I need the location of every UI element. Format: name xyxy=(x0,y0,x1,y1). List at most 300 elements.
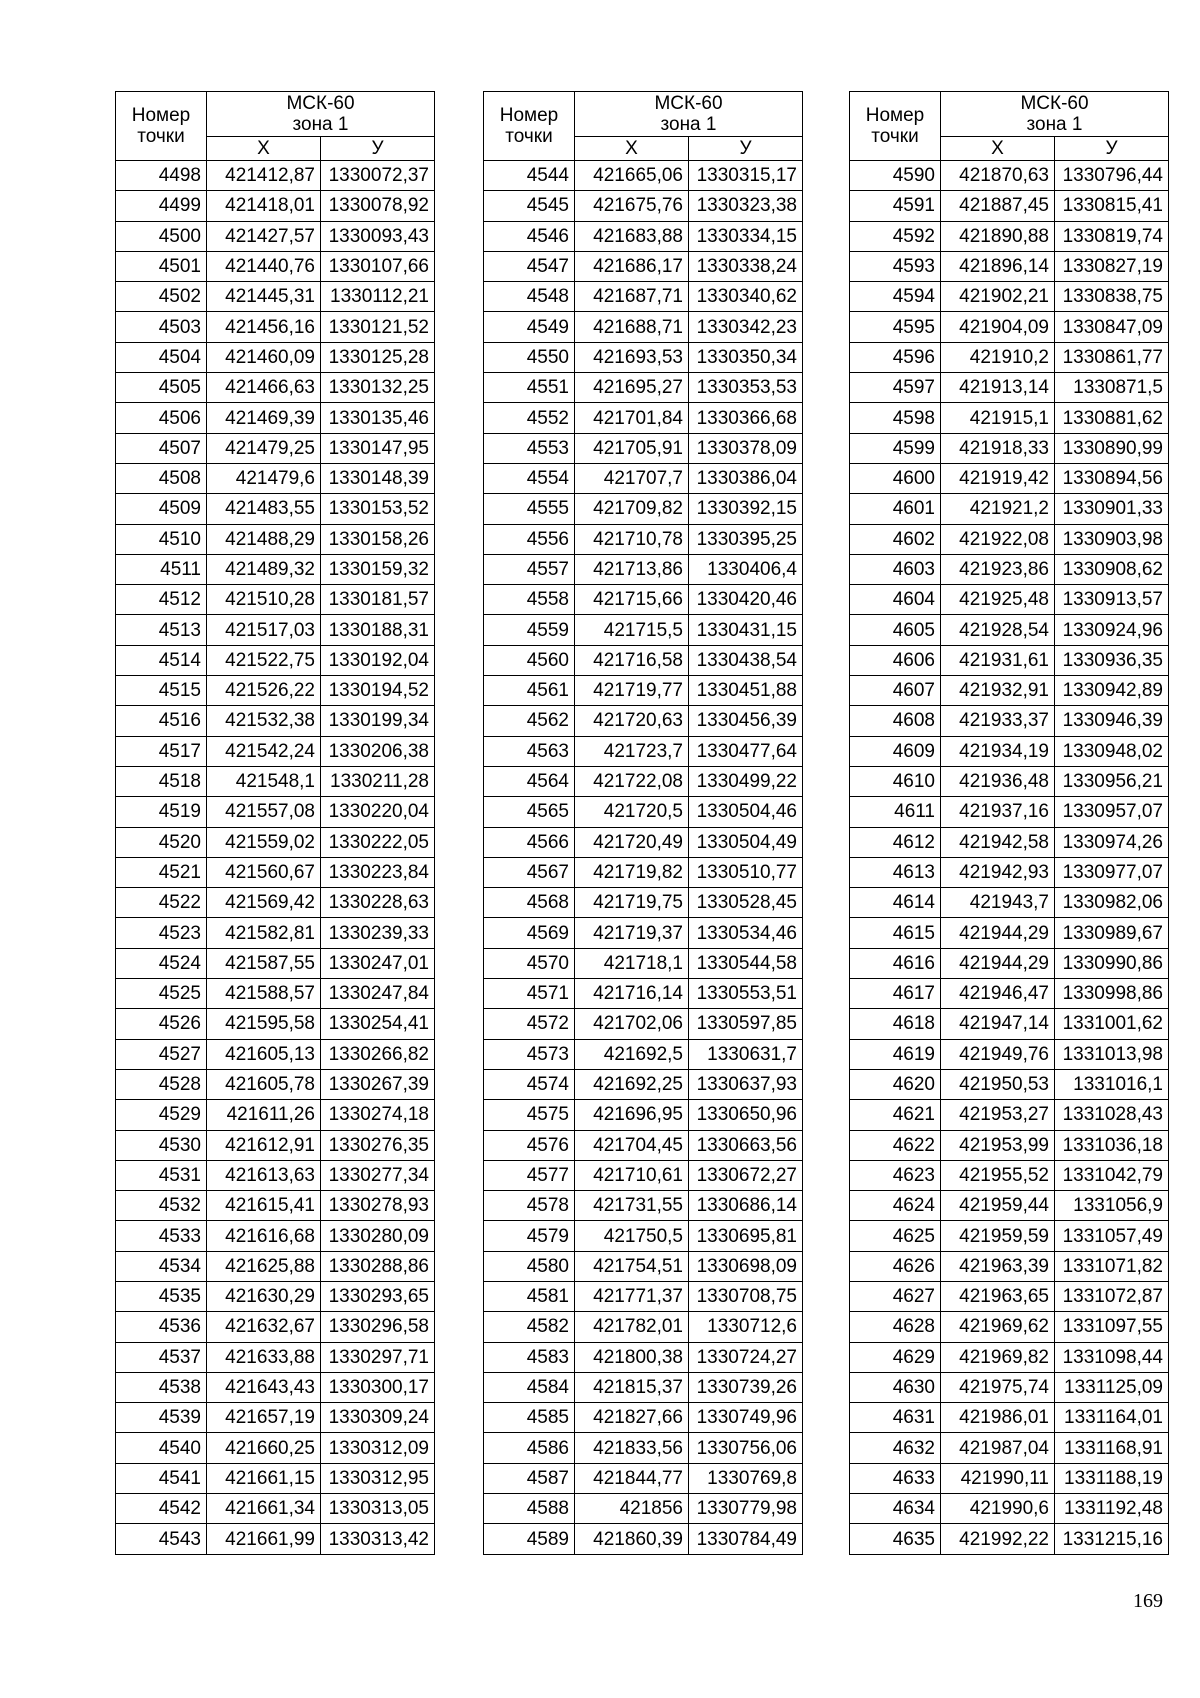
x-coordinate-cell: 421611,26 xyxy=(207,1100,321,1130)
y-coordinate-cell: 1330222,05 xyxy=(321,827,435,857)
table-row xyxy=(484,494,803,524)
table-row xyxy=(850,1069,1169,1099)
x-coordinate-cell: 421937,16 xyxy=(941,797,1055,827)
y-coordinate-cell: 1330686,14 xyxy=(689,1191,803,1221)
table-row xyxy=(484,857,803,887)
table-row xyxy=(116,161,435,191)
point-number-cell: 4503 xyxy=(116,312,207,342)
x-coordinate-cell: 421771,37 xyxy=(575,1281,689,1311)
table-row xyxy=(484,161,803,191)
table-row xyxy=(484,1130,803,1160)
x-coordinate-cell: 421990,11 xyxy=(941,1463,1055,1493)
y-coordinate-cell: 1330188,31 xyxy=(321,615,435,645)
y-coordinate-cell: 1330194,52 xyxy=(321,676,435,706)
table-row xyxy=(850,1009,1169,1039)
y-coordinate-cell: 1330724,27 xyxy=(689,1342,803,1372)
point-number-cell: 4521 xyxy=(116,857,207,887)
table-row xyxy=(850,1281,1169,1311)
y-coordinate-cell: 1331192,48 xyxy=(1055,1494,1169,1524)
header-coordinate-system xyxy=(575,92,803,137)
y-coordinate-cell: 1330276,35 xyxy=(321,1130,435,1160)
point-number-cell: 4518 xyxy=(116,766,207,796)
table-row xyxy=(116,857,435,887)
point-number-cell: 4633 xyxy=(850,1463,941,1493)
point-number-cell: 4510 xyxy=(116,524,207,554)
point-number-cell: 4505 xyxy=(116,373,207,403)
x-coordinate-cell: 421931,61 xyxy=(941,645,1055,675)
table-row xyxy=(850,1130,1169,1160)
y-coordinate-cell: 1330477,64 xyxy=(689,736,803,766)
y-coordinate-cell: 1331071,82 xyxy=(1055,1251,1169,1281)
x-coordinate-cell: 421715,66 xyxy=(575,585,689,615)
point-number-cell: 4611 xyxy=(850,797,941,827)
y-coordinate-cell: 1331125,09 xyxy=(1055,1372,1169,1402)
x-coordinate-cell: 421992,22 xyxy=(941,1524,1055,1554)
x-coordinate-cell: 421815,37 xyxy=(575,1372,689,1402)
table-row xyxy=(116,403,435,433)
y-coordinate-cell: 1330350,34 xyxy=(689,342,803,372)
point-number-cell: 4512 xyxy=(116,585,207,615)
y-coordinate-cell: 1330756,06 xyxy=(689,1433,803,1463)
y-coordinate-cell: 1330206,38 xyxy=(321,736,435,766)
x-coordinate-cell: 421902,21 xyxy=(941,282,1055,312)
table-row xyxy=(850,1403,1169,1433)
header-coordinate-system xyxy=(941,92,1169,137)
y-coordinate-cell: 1330974,26 xyxy=(1055,827,1169,857)
point-number-cell: 4552 xyxy=(484,403,575,433)
point-number-cell: 4551 xyxy=(484,373,575,403)
y-coordinate-cell: 1330158,26 xyxy=(321,524,435,554)
x-coordinate-cell: 421661,99 xyxy=(207,1524,321,1554)
x-coordinate-cell: 421704,45 xyxy=(575,1130,689,1160)
point-number-cell: 4625 xyxy=(850,1221,941,1251)
table-row xyxy=(850,706,1169,736)
x-coordinate-cell: 421643,43 xyxy=(207,1372,321,1402)
x-coordinate-cell: 421630,29 xyxy=(207,1281,321,1311)
x-coordinate-cell: 421718,1 xyxy=(575,948,689,978)
table-row xyxy=(116,918,435,948)
y-coordinate-cell: 1330313,42 xyxy=(321,1524,435,1554)
point-number-cell: 4535 xyxy=(116,1281,207,1311)
x-coordinate-cell: 421582,81 xyxy=(207,918,321,948)
x-coordinate-cell: 421720,5 xyxy=(575,797,689,827)
table-row xyxy=(484,1009,803,1039)
x-coordinate-cell: 421588,57 xyxy=(207,979,321,1009)
table-row xyxy=(116,1191,435,1221)
x-coordinate-cell: 421754,51 xyxy=(575,1251,689,1281)
point-number-cell: 4523 xyxy=(116,918,207,948)
table-row xyxy=(850,282,1169,312)
y-coordinate-cell: 1330901,33 xyxy=(1055,494,1169,524)
point-number-cell: 4608 xyxy=(850,706,941,736)
point-number-cell: 4511 xyxy=(116,554,207,584)
y-coordinate-cell: 1330838,75 xyxy=(1055,282,1169,312)
y-coordinate-cell: 1330749,96 xyxy=(689,1403,803,1433)
y-coordinate-cell: 1330121,52 xyxy=(321,312,435,342)
x-coordinate-cell: 421800,38 xyxy=(575,1342,689,1372)
y-coordinate-cell: 1331097,55 xyxy=(1055,1312,1169,1342)
table-row xyxy=(850,554,1169,584)
point-number-cell: 4628 xyxy=(850,1312,941,1342)
table-row xyxy=(850,524,1169,554)
y-coordinate-cell: 1330406,4 xyxy=(689,554,803,584)
x-coordinate-cell: 421479,25 xyxy=(207,433,321,463)
y-coordinate-cell: 1330946,39 xyxy=(1055,706,1169,736)
table-row xyxy=(484,1160,803,1190)
table-row xyxy=(484,1281,803,1311)
y-coordinate-cell: 1330708,75 xyxy=(689,1281,803,1311)
table-row xyxy=(850,1372,1169,1402)
point-number-cell: 4562 xyxy=(484,706,575,736)
y-coordinate-cell: 1331001,62 xyxy=(1055,1009,1169,1039)
point-number-cell: 4537 xyxy=(116,1342,207,1372)
table-row xyxy=(116,676,435,706)
y-coordinate-cell: 1330277,34 xyxy=(321,1160,435,1190)
point-number-cell: 4559 xyxy=(484,615,575,645)
point-number-cell: 4585 xyxy=(484,1403,575,1433)
y-coordinate-cell: 1330528,45 xyxy=(689,888,803,918)
x-coordinate-cell: 421716,14 xyxy=(575,979,689,1009)
y-coordinate-cell: 1330977,07 xyxy=(1055,857,1169,887)
x-coordinate-cell: 421896,14 xyxy=(941,251,1055,281)
x-coordinate-cell: 421959,44 xyxy=(941,1191,1055,1221)
x-coordinate-cell: 421782,01 xyxy=(575,1312,689,1342)
header-y: У xyxy=(1055,137,1169,161)
table-row xyxy=(850,1039,1169,1069)
point-number-cell: 4630 xyxy=(850,1372,941,1402)
header-y: У xyxy=(321,137,435,161)
y-coordinate-cell: 1331028,43 xyxy=(1055,1100,1169,1130)
x-coordinate-cell: 421963,65 xyxy=(941,1281,1055,1311)
table-row xyxy=(484,1251,803,1281)
y-coordinate-cell: 1330267,39 xyxy=(321,1069,435,1099)
x-coordinate-cell: 421942,58 xyxy=(941,827,1055,857)
y-coordinate-cell: 1330147,95 xyxy=(321,433,435,463)
point-number-cell: 4566 xyxy=(484,827,575,857)
table-row xyxy=(116,1069,435,1099)
table-row xyxy=(116,1160,435,1190)
table-row xyxy=(484,312,803,342)
y-coordinate-cell: 1330796,44 xyxy=(1055,161,1169,191)
y-coordinate-cell: 1331215,16 xyxy=(1055,1524,1169,1554)
table-row xyxy=(116,1403,435,1433)
point-number-cell: 4513 xyxy=(116,615,207,645)
point-number-cell: 4561 xyxy=(484,676,575,706)
point-number-cell: 4570 xyxy=(484,948,575,978)
y-coordinate-cell: 1330288,86 xyxy=(321,1251,435,1281)
x-coordinate-cell: 421975,74 xyxy=(941,1372,1055,1402)
x-coordinate-cell: 421925,48 xyxy=(941,585,1055,615)
table-row xyxy=(484,1372,803,1402)
table-row xyxy=(116,1130,435,1160)
point-number-cell: 4533 xyxy=(116,1221,207,1251)
x-coordinate-cell: 421919,42 xyxy=(941,463,1055,493)
point-number-cell: 4590 xyxy=(850,161,941,191)
y-coordinate-cell: 1330504,49 xyxy=(689,827,803,857)
point-number-cell: 4539 xyxy=(116,1403,207,1433)
x-coordinate-cell: 421918,33 xyxy=(941,433,1055,463)
point-number-cell: 4613 xyxy=(850,857,941,887)
x-coordinate-cell: 421615,41 xyxy=(207,1191,321,1221)
point-number-cell: 4635 xyxy=(850,1524,941,1554)
point-number-cell: 4582 xyxy=(484,1312,575,1342)
y-coordinate-cell: 1330990,86 xyxy=(1055,948,1169,978)
table-row xyxy=(484,403,803,433)
point-number-cell: 4560 xyxy=(484,645,575,675)
point-number-cell: 4534 xyxy=(116,1251,207,1281)
y-coordinate-cell: 1331188,19 xyxy=(1055,1463,1169,1493)
table-row xyxy=(484,1494,803,1524)
point-number-cell: 4589 xyxy=(484,1524,575,1554)
x-coordinate-cell: 421707,7 xyxy=(575,463,689,493)
x-coordinate-cell: 421613,63 xyxy=(207,1160,321,1190)
y-coordinate-cell: 1330544,58 xyxy=(689,948,803,978)
x-coordinate-cell: 421715,5 xyxy=(575,615,689,645)
x-coordinate-cell: 421921,2 xyxy=(941,494,1055,524)
x-coordinate-cell: 421923,86 xyxy=(941,554,1055,584)
y-coordinate-cell: 1330395,25 xyxy=(689,524,803,554)
y-coordinate-cell: 1330948,02 xyxy=(1055,736,1169,766)
y-coordinate-cell: 1330312,09 xyxy=(321,1433,435,1463)
table-row xyxy=(484,615,803,645)
x-coordinate-cell: 421750,5 xyxy=(575,1221,689,1251)
y-coordinate-cell: 1330847,09 xyxy=(1055,312,1169,342)
y-coordinate-cell: 1330353,53 xyxy=(689,373,803,403)
point-number-cell: 4621 xyxy=(850,1100,941,1130)
point-number-cell: 4576 xyxy=(484,1130,575,1160)
table-row xyxy=(850,161,1169,191)
y-coordinate-cell: 1330827,19 xyxy=(1055,251,1169,281)
point-number-cell: 4516 xyxy=(116,706,207,736)
table-row xyxy=(850,1433,1169,1463)
table-row xyxy=(116,1251,435,1281)
table-row xyxy=(116,312,435,342)
coordinates-table-3 xyxy=(849,91,1169,1555)
x-coordinate-cell: 421489,32 xyxy=(207,554,321,584)
y-coordinate-cell: 1330663,56 xyxy=(689,1130,803,1160)
x-coordinate-cell: 421860,39 xyxy=(575,1524,689,1554)
point-number-cell: 4531 xyxy=(116,1160,207,1190)
point-number-cell: 4555 xyxy=(484,494,575,524)
y-coordinate-cell: 1330078,92 xyxy=(321,191,435,221)
y-coordinate-cell: 1330989,67 xyxy=(1055,918,1169,948)
table-row xyxy=(484,766,803,796)
y-coordinate-cell: 1330936,35 xyxy=(1055,645,1169,675)
y-coordinate-cell: 1330903,98 xyxy=(1055,524,1169,554)
x-coordinate-cell: 421605,13 xyxy=(207,1039,321,1069)
point-number-cell: 4614 xyxy=(850,888,941,918)
header-zone: зона 1 xyxy=(1026,114,1083,135)
point-number-cell: 4612 xyxy=(850,827,941,857)
table-row xyxy=(484,1342,803,1372)
x-coordinate-cell: 421934,19 xyxy=(941,736,1055,766)
table-row xyxy=(116,251,435,281)
y-coordinate-cell: 1330894,56 xyxy=(1055,463,1169,493)
point-number-cell: 4563 xyxy=(484,736,575,766)
y-coordinate-cell: 1330420,46 xyxy=(689,585,803,615)
table-row xyxy=(850,1221,1169,1251)
y-coordinate-cell: 1330223,84 xyxy=(321,857,435,887)
point-number-cell: 4528 xyxy=(116,1069,207,1099)
table-row xyxy=(484,342,803,372)
header-system-name: МСК-60 xyxy=(1020,93,1089,114)
y-coordinate-cell: 1330504,46 xyxy=(689,797,803,827)
point-number-cell: 4568 xyxy=(484,888,575,918)
y-coordinate-cell: 1330312,95 xyxy=(321,1463,435,1493)
x-coordinate-cell: 421890,88 xyxy=(941,221,1055,251)
y-coordinate-cell: 1330228,63 xyxy=(321,888,435,918)
x-coordinate-cell: 421710,61 xyxy=(575,1160,689,1190)
y-coordinate-cell: 1330153,52 xyxy=(321,494,435,524)
table-row xyxy=(850,827,1169,857)
point-number-cell: 4519 xyxy=(116,797,207,827)
table-row xyxy=(116,1312,435,1342)
point-number-cell: 4609 xyxy=(850,736,941,766)
table-row xyxy=(850,312,1169,342)
y-coordinate-cell: 1330378,09 xyxy=(689,433,803,463)
y-coordinate-cell: 1330309,24 xyxy=(321,1403,435,1433)
point-number-cell: 4591 xyxy=(850,191,941,221)
table-row xyxy=(116,282,435,312)
y-coordinate-cell: 1330296,58 xyxy=(321,1312,435,1342)
point-number-cell: 4569 xyxy=(484,918,575,948)
y-coordinate-cell: 1331164,01 xyxy=(1055,1403,1169,1433)
x-coordinate-cell: 421969,82 xyxy=(941,1342,1055,1372)
x-coordinate-cell: 421987,04 xyxy=(941,1433,1055,1463)
x-coordinate-cell: 421460,09 xyxy=(207,342,321,372)
header-system-name: МСК-60 xyxy=(286,93,355,114)
table-row xyxy=(116,373,435,403)
point-number-cell: 4602 xyxy=(850,524,941,554)
y-coordinate-cell: 1331056,9 xyxy=(1055,1191,1169,1221)
x-coordinate-cell: 421701,84 xyxy=(575,403,689,433)
point-number-cell: 4542 xyxy=(116,1494,207,1524)
table-row xyxy=(850,645,1169,675)
x-coordinate-cell: 421986,01 xyxy=(941,1403,1055,1433)
point-number-cell: 4541 xyxy=(116,1463,207,1493)
y-coordinate-cell: 1330913,57 xyxy=(1055,585,1169,615)
y-coordinate-cell: 1330297,71 xyxy=(321,1342,435,1372)
point-number-cell: 4617 xyxy=(850,979,941,1009)
table-row xyxy=(484,524,803,554)
table-row xyxy=(116,191,435,221)
table-row xyxy=(850,1524,1169,1554)
table-row xyxy=(484,1524,803,1554)
y-coordinate-cell: 1330957,07 xyxy=(1055,797,1169,827)
table-row xyxy=(116,494,435,524)
x-coordinate-cell: 421936,48 xyxy=(941,766,1055,796)
point-number-cell: 4581 xyxy=(484,1281,575,1311)
x-coordinate-cell: 421887,45 xyxy=(941,191,1055,221)
point-number-cell: 4607 xyxy=(850,676,941,706)
point-number-cell: 4572 xyxy=(484,1009,575,1039)
x-coordinate-cell: 421466,63 xyxy=(207,373,321,403)
y-coordinate-cell: 1330266,82 xyxy=(321,1039,435,1069)
table-row xyxy=(850,979,1169,1009)
y-coordinate-cell: 1331098,44 xyxy=(1055,1342,1169,1372)
y-coordinate-cell: 1331042,79 xyxy=(1055,1160,1169,1190)
y-coordinate-cell: 1330769,8 xyxy=(689,1463,803,1493)
y-coordinate-cell: 1330315,17 xyxy=(689,161,803,191)
x-coordinate-cell: 421483,55 xyxy=(207,494,321,524)
x-coordinate-cell: 421427,57 xyxy=(207,221,321,251)
y-coordinate-cell: 1330340,62 xyxy=(689,282,803,312)
x-coordinate-cell: 421720,49 xyxy=(575,827,689,857)
table-row xyxy=(116,706,435,736)
y-coordinate-cell: 1330650,96 xyxy=(689,1100,803,1130)
point-number-cell: 4610 xyxy=(850,766,941,796)
point-number-cell: 4517 xyxy=(116,736,207,766)
x-coordinate-cell: 421910,2 xyxy=(941,342,1055,372)
table-row xyxy=(484,433,803,463)
x-coordinate-cell: 421412,87 xyxy=(207,161,321,191)
x-coordinate-cell: 421548,1 xyxy=(207,766,321,796)
x-coordinate-cell: 421928,54 xyxy=(941,615,1055,645)
table-row xyxy=(116,1221,435,1251)
table-row xyxy=(850,797,1169,827)
table-row xyxy=(116,888,435,918)
y-coordinate-cell: 1330181,57 xyxy=(321,585,435,615)
table-row xyxy=(484,1069,803,1099)
y-coordinate-cell: 1330553,51 xyxy=(689,979,803,1009)
point-number-cell: 4499 xyxy=(116,191,207,221)
table-row xyxy=(116,433,435,463)
y-coordinate-cell: 1330499,22 xyxy=(689,766,803,796)
table-row xyxy=(850,888,1169,918)
y-coordinate-cell: 1330597,85 xyxy=(689,1009,803,1039)
table-row xyxy=(850,1463,1169,1493)
y-coordinate-cell: 1330739,26 xyxy=(689,1372,803,1402)
x-coordinate-cell: 421569,42 xyxy=(207,888,321,918)
table-row xyxy=(116,1524,435,1554)
x-coordinate-cell: 421657,19 xyxy=(207,1403,321,1433)
y-coordinate-cell: 1330456,39 xyxy=(689,706,803,736)
x-coordinate-cell: 421713,86 xyxy=(575,554,689,584)
table-row xyxy=(484,827,803,857)
x-coordinate-cell: 421944,29 xyxy=(941,918,1055,948)
table-row xyxy=(850,1191,1169,1221)
point-number-cell: 4508 xyxy=(116,463,207,493)
table-row xyxy=(850,948,1169,978)
point-number-cell: 4527 xyxy=(116,1039,207,1069)
table-body xyxy=(850,161,1169,1555)
x-coordinate-cell: 421675,76 xyxy=(575,191,689,221)
y-coordinate-cell: 1330247,84 xyxy=(321,979,435,1009)
point-number-cell: 4605 xyxy=(850,615,941,645)
x-coordinate-cell: 421904,09 xyxy=(941,312,1055,342)
x-coordinate-cell: 421661,15 xyxy=(207,1463,321,1493)
y-coordinate-cell: 1331013,98 xyxy=(1055,1039,1169,1069)
point-number-cell: 4565 xyxy=(484,797,575,827)
x-coordinate-cell: 421522,75 xyxy=(207,645,321,675)
point-number-cell: 4498 xyxy=(116,161,207,191)
point-number-cell: 4587 xyxy=(484,1463,575,1493)
header-zone: зона 1 xyxy=(660,114,717,135)
table-row xyxy=(850,1251,1169,1281)
table-row xyxy=(850,615,1169,645)
y-coordinate-cell: 1330199,34 xyxy=(321,706,435,736)
y-coordinate-cell: 1330132,25 xyxy=(321,373,435,403)
y-coordinate-cell: 1331036,18 xyxy=(1055,1130,1169,1160)
point-number-cell: 4586 xyxy=(484,1433,575,1463)
y-coordinate-cell: 1330254,41 xyxy=(321,1009,435,1039)
table-row xyxy=(116,1372,435,1402)
x-coordinate-cell: 421943,7 xyxy=(941,888,1055,918)
coordinates-table-1 xyxy=(115,91,435,1555)
table-row xyxy=(850,221,1169,251)
table-row xyxy=(116,766,435,796)
x-coordinate-cell: 421709,82 xyxy=(575,494,689,524)
